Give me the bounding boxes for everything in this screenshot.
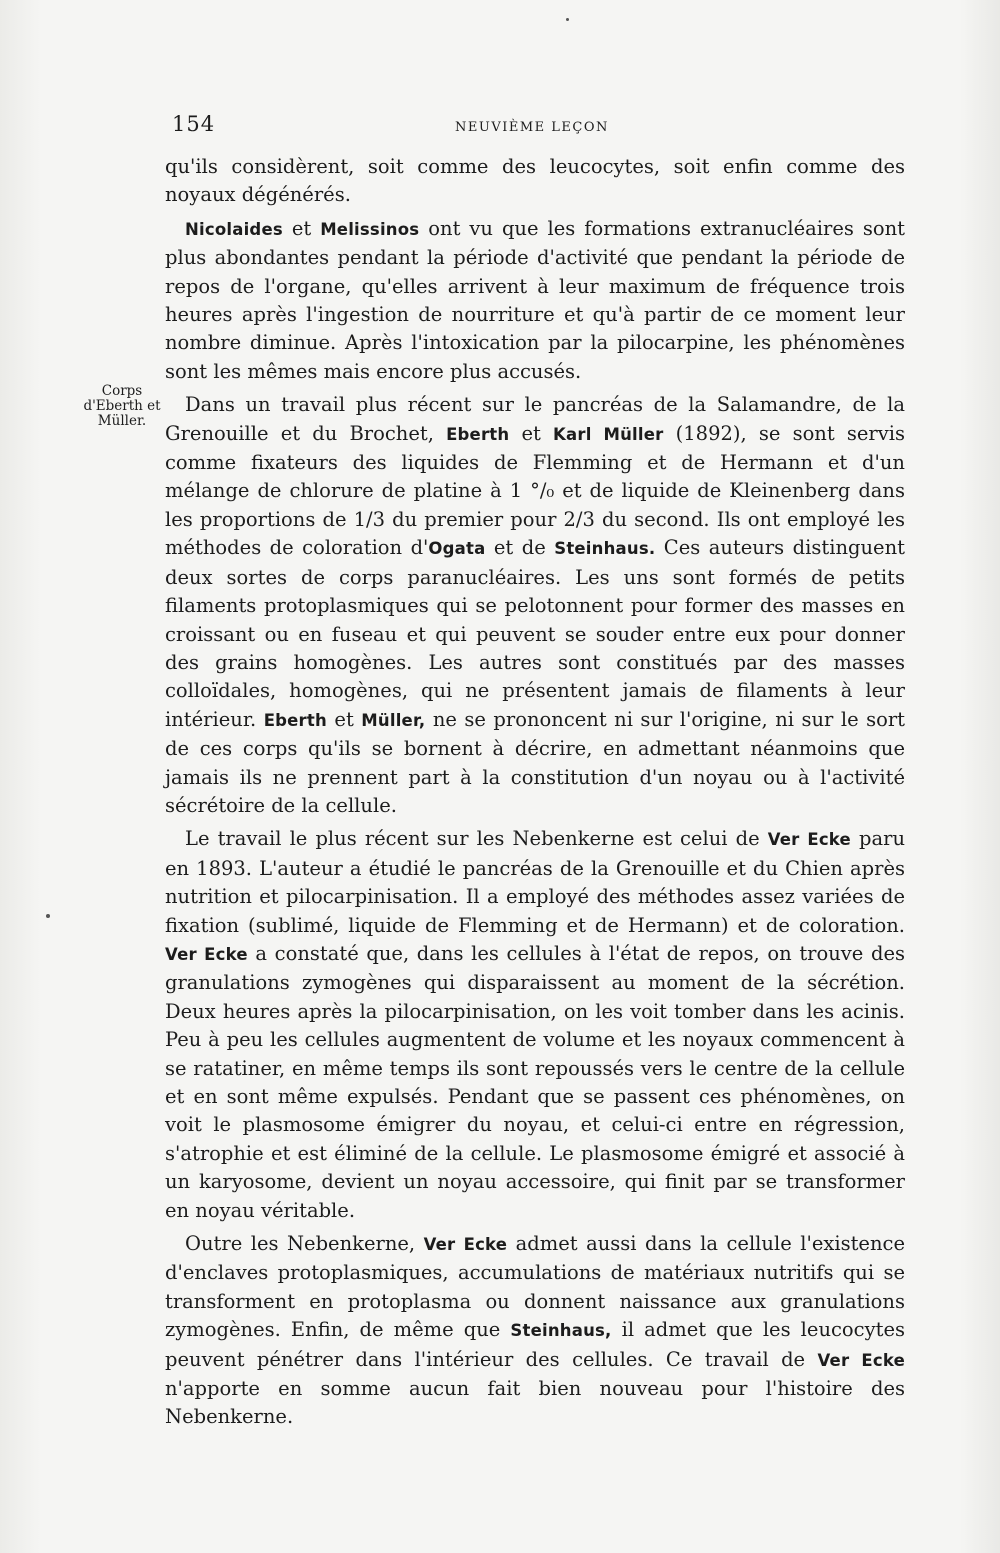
author-name: Ogata (428, 539, 486, 559)
author-name: Ver Ecke (423, 1235, 508, 1255)
text-run: et (509, 421, 554, 445)
text-run: Outre les Nebenkerne, (185, 1232, 424, 1256)
author-name: Nicolaides (185, 219, 283, 239)
text-run: et (326, 707, 362, 731)
page-number: 154 (172, 112, 216, 136)
text-run: ont vu que les formations extranucléaires sont plus abondantes pendant la période d'activité que pendant la période de repos de l'organe, qu'elles arrivent à leur maximum de fréquence trois heures après l'ingestion de nourriture et qu'à partir de ce moment leur nombre diminue. Après l'intoxication par la pilocarpine, les phénomènes sont les mêmes mais encore plus accusés. (165, 216, 905, 383)
paragraph (165, 391, 905, 820)
paragraph (165, 215, 905, 386)
author-name: Eberth (263, 710, 327, 730)
page-header (172, 112, 902, 142)
text-run: n'apporte en somme aucun fait bien nouveau pour l'histoire des Nebenkerne. (165, 1377, 905, 1429)
text-run: paru en 1893. L'auteur a étudié le pancréas de la Grenouille et du Chien après nutrition et pilocarpinisation. Il a employé des méthodes assez variées de fixation (sublimé, liquide de Flemming et de Hermann) et de coloration. (165, 827, 906, 937)
body-text (165, 153, 905, 1437)
paragraph (165, 1230, 905, 1432)
text-run: ne se prononcent ni sur l'origine, ni sur le sort de ces corps qu'ils se bornent à décrire, en admettant néanmoins que jamais ils ne prennent part à la constitution d'un noyau ou à l'activité sécrétoire de la cellule. (165, 707, 905, 817)
margin-note-line: Müller. (97, 413, 147, 429)
text-run: Dans un travail plus récent sur le pancréas de la Salamandre, de la Grenouille et du Brochet, (165, 393, 905, 445)
text-run: qu'ils considèrent, soit comme des leucocytes, soit enfin comme des noyaux dégénérés. (165, 155, 905, 207)
author-name: Karl Müller (553, 424, 664, 444)
author-name: Melissinos (320, 219, 420, 239)
text-run: a constaté que, dans les cellules à l'état de repos, on trouve des granulations zymogènes qui disparaissent au moment de la sécrétion. Deux heures après la pilocarpinisation, on les voit tomber dans les acinis. Peu à peu les cellules augmentent de volume et les noyaux commencent à se ratatiner, en même temps ils sont repoussés vers le centre de la cellule et en sont même expulsés. Pendant que se passent ces phénomènes, on voit le plasmosome émigrer du noyau, et celui-ci entre en régression, s'atrophie et est éliminé de la cellule. Le plasmosome émigré et associé à un karyosome, devient un noyau accessoire, qui finit par se transformer en noyau véritable. (165, 941, 905, 1222)
text-run: Le travail le plus récent sur les Nebenkerne est celui de (185, 827, 768, 851)
print-speck (566, 18, 569, 21)
margin-note-line: Corps (101, 383, 143, 399)
author-name: Ver Ecke (817, 1350, 905, 1370)
paragraph (165, 153, 905, 210)
author-name: Steinhaus. (554, 539, 656, 559)
text-run: Ces auteurs distinguent deux sortes de corps paranucléaires. Les uns sont formés de petits filaments protoplasmiques qui se pelotonnent pour former des masses en croissant ou en fuseau et qui peuvent se souder entre eux pour donner des grains homogènes. Les autres sont constitués par des masses colloïdales, homogènes, qui ne présentent jamais de filaments à leur intérieur. (165, 536, 905, 731)
author-name: Ver Ecke (165, 944, 248, 964)
author-name: Eberth (446, 424, 510, 444)
author-name: Steinhaus, (510, 1321, 612, 1341)
text-run: il admet que les leucocytes peuvent pénétrer dans l'intérieur des cellules. Ce travail de (165, 1318, 905, 1371)
margin-note-line: d'Eberth et (83, 398, 161, 414)
author-name: Müller, (361, 710, 426, 730)
margin-note (76, 384, 168, 429)
text-run: et (282, 216, 321, 240)
paragraph (165, 825, 905, 1225)
author-name: Ver Ecke (767, 830, 851, 850)
print-speck (46, 914, 50, 918)
text-run: admet aussi dans la cellule l'existence d'enclaves protoplasmiques, accumulations de matériaux nutritifs qui se transforment en protoplasma ou donnent naissance aux granulations zymogènes. Enfin, de même que (165, 1232, 905, 1342)
running-head: NEUVIÈME LEÇON (455, 120, 609, 135)
text-run: (1892), se sont servis comme fixateurs des liquides de Flemming et de Hermann et d'un mélange de chlorure de platine à 1 °/₀ et de liquide de Kleinenberg dans les proportions de 1/3 du premier pour 2/3 du second. Ils ont employé les méthodes de coloration d' (165, 421, 905, 560)
text-run: et de (485, 536, 555, 560)
